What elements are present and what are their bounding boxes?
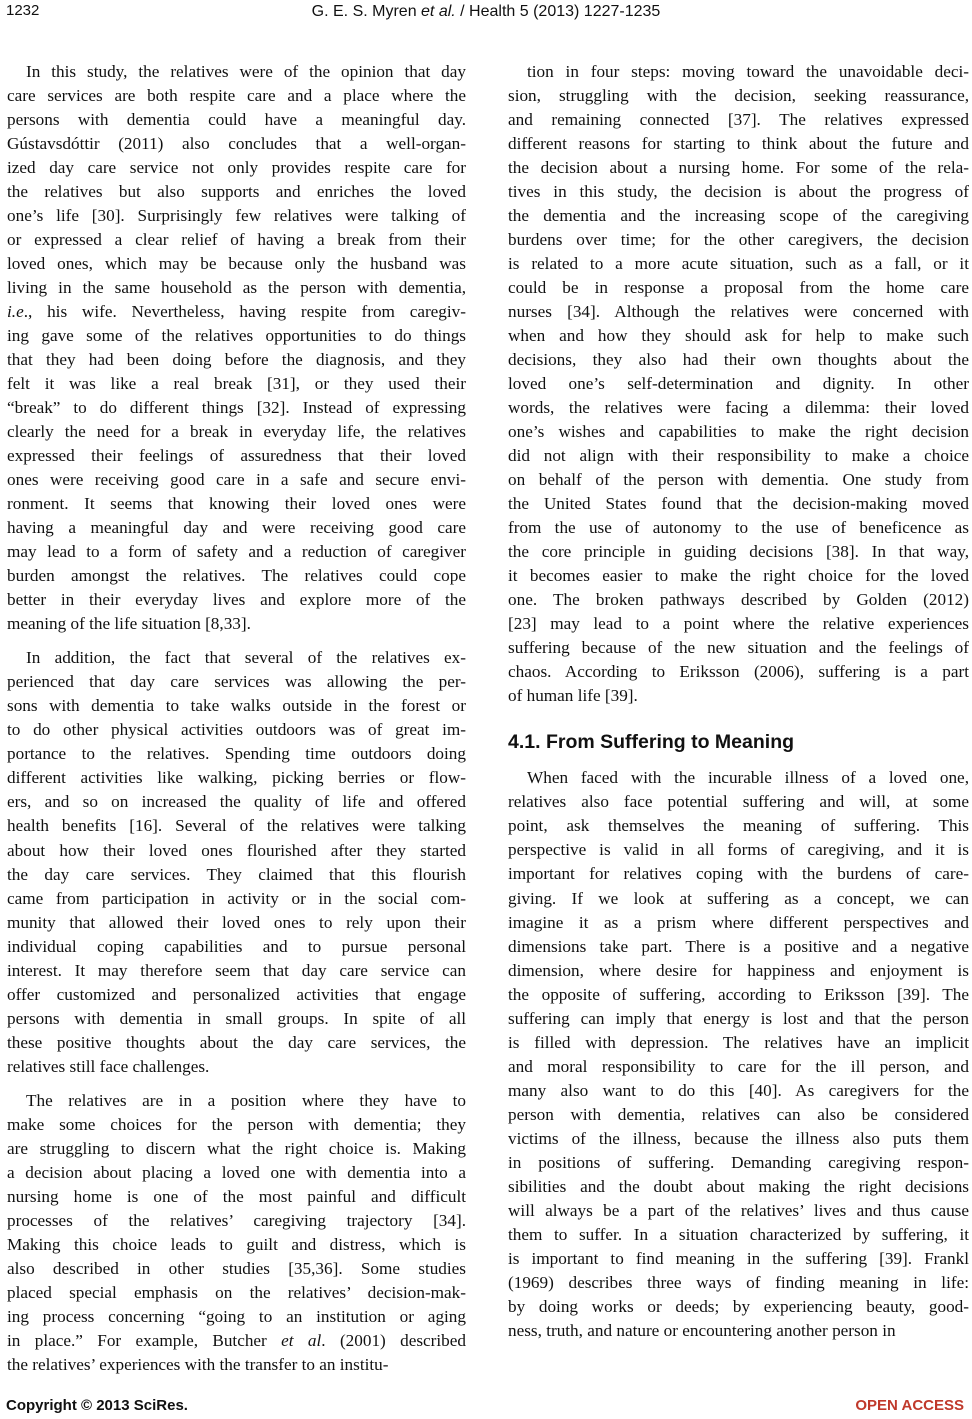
text-line: suffering because of the new situation and the feelings of [508, 638, 969, 658]
text-line: will always be a part of the relatives’ lives and thus cause [508, 1200, 969, 1220]
text-line: different reasons for starting to think about the future and [508, 134, 969, 154]
text-line: (1969) describes three ways of finding meaning in life: [508, 1272, 969, 1292]
text-line: it becomes easier to make the right choice for the loved [508, 566, 969, 586]
footer-open-access: OPEN ACCESS [855, 1397, 964, 1414]
text-line: “break” to do different things [32]. Instead of expressing [7, 398, 466, 418]
text-line: chaos. According to Eriksson (2006), suffering is a part [508, 662, 969, 682]
text-line: i.e., his wife. Nevertheless, having respite from caregiv- [7, 302, 466, 322]
text-line: better in their everyday lives and explore more of the [7, 590, 466, 610]
text-line: the dementia and the increasing scope of the caregiving [508, 206, 969, 226]
left-column [7, 60, 466, 1377]
text-line: in place.” For example, Butcher et al. (2001) described [7, 1330, 466, 1350]
text-line: is filled with depression. The relatives have an implicit [508, 1032, 969, 1052]
text-line: portance to the relatives. Spending time outdoors doing [7, 744, 466, 764]
text-line: the core principle in guiding decisions [38]. In that way, [508, 542, 969, 562]
text-line: having a meaningful day and were receiving good care [7, 518, 466, 538]
text-line: In this study, the relatives were of the opinion that day [26, 62, 466, 81]
text-line: ones were receiving good care in a safe and secure envi- [7, 470, 466, 490]
text-line: the relatives but also supports and enriches the loved [7, 182, 466, 202]
text-line: could be in response a proposal from the home care [508, 278, 969, 298]
paragraph [508, 766, 969, 1342]
running-header: G. E. S. Myren et al. / Health 5 (2013) 1227-1235 [311, 3, 661, 20]
text-line: one. The broken pathways described by Golden (2012) [508, 590, 969, 610]
text-line: persons with dementia in small groups. In spite of all [7, 1008, 466, 1028]
text-line: victims of the illness, because the illness also puts them [508, 1128, 969, 1148]
text-line: ers, and so on increased the quality of life and offered [7, 792, 466, 812]
text-line: ronment. It seems that knowing their loved ones were [7, 494, 466, 514]
text-line: imagine it as a prism where different perspectives and [508, 912, 969, 932]
text-line: expressed their feelings of assuredness that their loved [7, 446, 466, 466]
text-line: tion in four steps: moving toward the unavoidable deci- [527, 62, 969, 81]
text-line: different activities like walking, picking berries or flow- [7, 768, 466, 788]
paragraph [508, 60, 969, 708]
text-line: nurses [34]. Although the relatives were concerned with [508, 302, 969, 322]
text-line: the relatives’ experiences with the transfer to an institu- [7, 1354, 389, 1374]
text-line: persons with dementia could have a meaningful day. [7, 110, 466, 130]
text-line: on behalf of the person with dementia. One study from [508, 470, 969, 490]
text-line: the United States found that the decision-making moved [508, 494, 969, 514]
text-line: by doing works or deeds; by experiencing beauty, good- [508, 1296, 969, 1316]
text-line: relatives also face potential suffering and will, at some [508, 792, 969, 812]
text-line: and remaining connected [37]. The relatives expressed [508, 110, 969, 130]
text-line: one’s wishes and capabilities to make the right decision [508, 422, 969, 442]
text-line: burden amongst the relatives. The relatives could cope [7, 566, 466, 586]
text-line: is important to find meaning in the suffering [39]. Frankl [508, 1248, 969, 1268]
text-line: sion, struggling with the decision, seeking reassurance, [508, 86, 969, 106]
text-line: or expressed a clear relief of having a break from their [7, 230, 466, 250]
text-line: perienced that day care services was allowing the per- [7, 672, 466, 692]
text-line: the opposite of suffering, according to Eriksson [39]. The [508, 984, 969, 1004]
text-line: ness, truth, and nature or encountering another person in [508, 1320, 896, 1340]
text-line: The relatives are in a position where they have to [26, 1090, 466, 1110]
text-line: and moral responsibility to care for the ill person, and [508, 1056, 969, 1076]
right-column [508, 60, 969, 1343]
text-line: individual coping capabilities and to pursue personal [7, 936, 466, 956]
text-line: in positions of suffering. Demanding caregiving respon- [508, 1152, 969, 1172]
text-line: tives in this study, the decision is about the progress of [508, 182, 969, 202]
text-line: munity that allowed their loved ones to rely upon their [7, 912, 466, 932]
text-line: relatives still face challenges. [7, 1056, 210, 1076]
text-line: dimension, where desire for happiness and enjoyment is [508, 960, 969, 980]
page-number: 1232 [6, 2, 40, 19]
text-line: when and how they should ask for help to make such [508, 326, 969, 346]
text-line: from the use of autonomy to the use of beneficence as [508, 518, 969, 538]
text-line: many also want to do this [40]. As caregivers for the [508, 1080, 969, 1100]
text-line: perspective is valid in all forms of caregiving, and it is [508, 840, 969, 860]
text-line: ized day care service not only provides respite care for [7, 158, 466, 178]
text-line: processes of the relatives’ caregiving trajectory [34]. [7, 1210, 466, 1230]
text-line: nursing home is one of the most painful and difficult [7, 1186, 466, 1206]
text-line: burdens over time; for the other caregivers, the decision [508, 230, 969, 250]
text-line: the decision about a nursing home. For some of the rela- [508, 158, 969, 178]
text-line: [23] may lead to a point where the relative experiences [508, 614, 969, 634]
text-line: may lead to a form of safety and a reduction of caregiver [7, 542, 466, 562]
text-line: one’s life [30]. Surprisingly few relatives were talking of [7, 206, 466, 226]
text-line: are struggling to discern what the right choice is. Making [7, 1138, 466, 1158]
text-line: living in the same household as the person with dementia, [7, 278, 466, 298]
text-line: is related to a more acute situation, such as a fall, or it [508, 254, 969, 274]
text-line: care services are both respite care and a place where the [7, 86, 466, 106]
text-line: them to suffer. In a situation characterized by suffering, it [508, 1224, 969, 1244]
text-line: sibilities and the doubt about making the right decisions [508, 1176, 969, 1196]
text-line: these positive thoughts about the day care services, the [7, 1032, 466, 1052]
text-line: that they had been doing before the diagnosis, and they [7, 350, 466, 370]
text-line: sons with dementia to take walks outside in the forest or [7, 696, 466, 716]
paragraph [7, 60, 466, 636]
text-line: did not align with their responsibility to make a choice [508, 446, 969, 466]
text-line: ing gave some of the relatives opportunities to do things [7, 326, 466, 346]
text-line: loved one’s self-determination and dignity. In other [508, 374, 969, 394]
text-line: health benefits [16]. Several of the relatives were talking [7, 816, 466, 836]
text-line: ing process concerning “going to an institution or aging [7, 1306, 466, 1326]
text-line: important for relatives coping with the burdens of care- [508, 864, 969, 884]
text-line: to do other physical activities outdoors was of great im- [7, 720, 466, 740]
text-line: felt it was like a real break [31], or they used their [7, 374, 466, 394]
section-heading: 4.1. From Suffering to Meaning [508, 731, 795, 754]
text-line: also described in other studies [35,36]. Some studies [7, 1258, 466, 1278]
text-line: interest. It may therefore seem that day care service can [7, 960, 466, 980]
text-line: words, the relatives were facing a dilemma: their loved [508, 398, 969, 418]
text-line: clearly the need for a break in everyday life, the relatives [7, 422, 466, 442]
text-line: meaning of the life situation [8,33]. [7, 614, 251, 634]
text-line: came from participation in activity or in the social com- [7, 888, 466, 908]
text-line: decisions, they also had their own thoughts about the [508, 350, 969, 370]
paragraph [7, 646, 466, 1078]
text-line: placed special emphasis on the relatives’ decision-mak- [7, 1282, 466, 1302]
footer-copyright: Copyright © 2013 SciRes. [6, 1397, 188, 1414]
text-line: point, ask themselves the meaning of suffering. This [508, 816, 969, 836]
text-line: Gústavsdóttir (2011) also concludes that a well-organ- [7, 134, 466, 154]
text-line: giving. If we look at suffering as a concept, we can [508, 888, 969, 908]
paragraph [7, 1089, 466, 1377]
text-line: the day care services. They claimed that this flourish [7, 864, 466, 884]
text-line: person with dementia, relatives can also be considered [508, 1104, 969, 1124]
text-line: In addition, the fact that several of the relatives ex- [26, 648, 466, 668]
text-line: dimensions take part. There is a positive and a negative [508, 936, 969, 956]
text-line: Making this choice leads to guilt and distress, which is [7, 1234, 466, 1254]
text-line: about how their loved ones flourished after they started [7, 840, 466, 860]
text-line: When faced with the incurable illness of a loved one, [527, 768, 969, 788]
text-line: a decision about placing a loved one with dementia into a [7, 1162, 466, 1182]
text-line: loved ones, which may be because only the husband was [7, 254, 466, 274]
text-line: of human life [39]. [508, 686, 638, 706]
text-line: suffering can imply that energy is lost and that the person [508, 1008, 969, 1028]
text-line: offer customized and personalized activities that engage [7, 984, 466, 1004]
text-line: make some choices for the person with dementia; they [7, 1114, 466, 1134]
